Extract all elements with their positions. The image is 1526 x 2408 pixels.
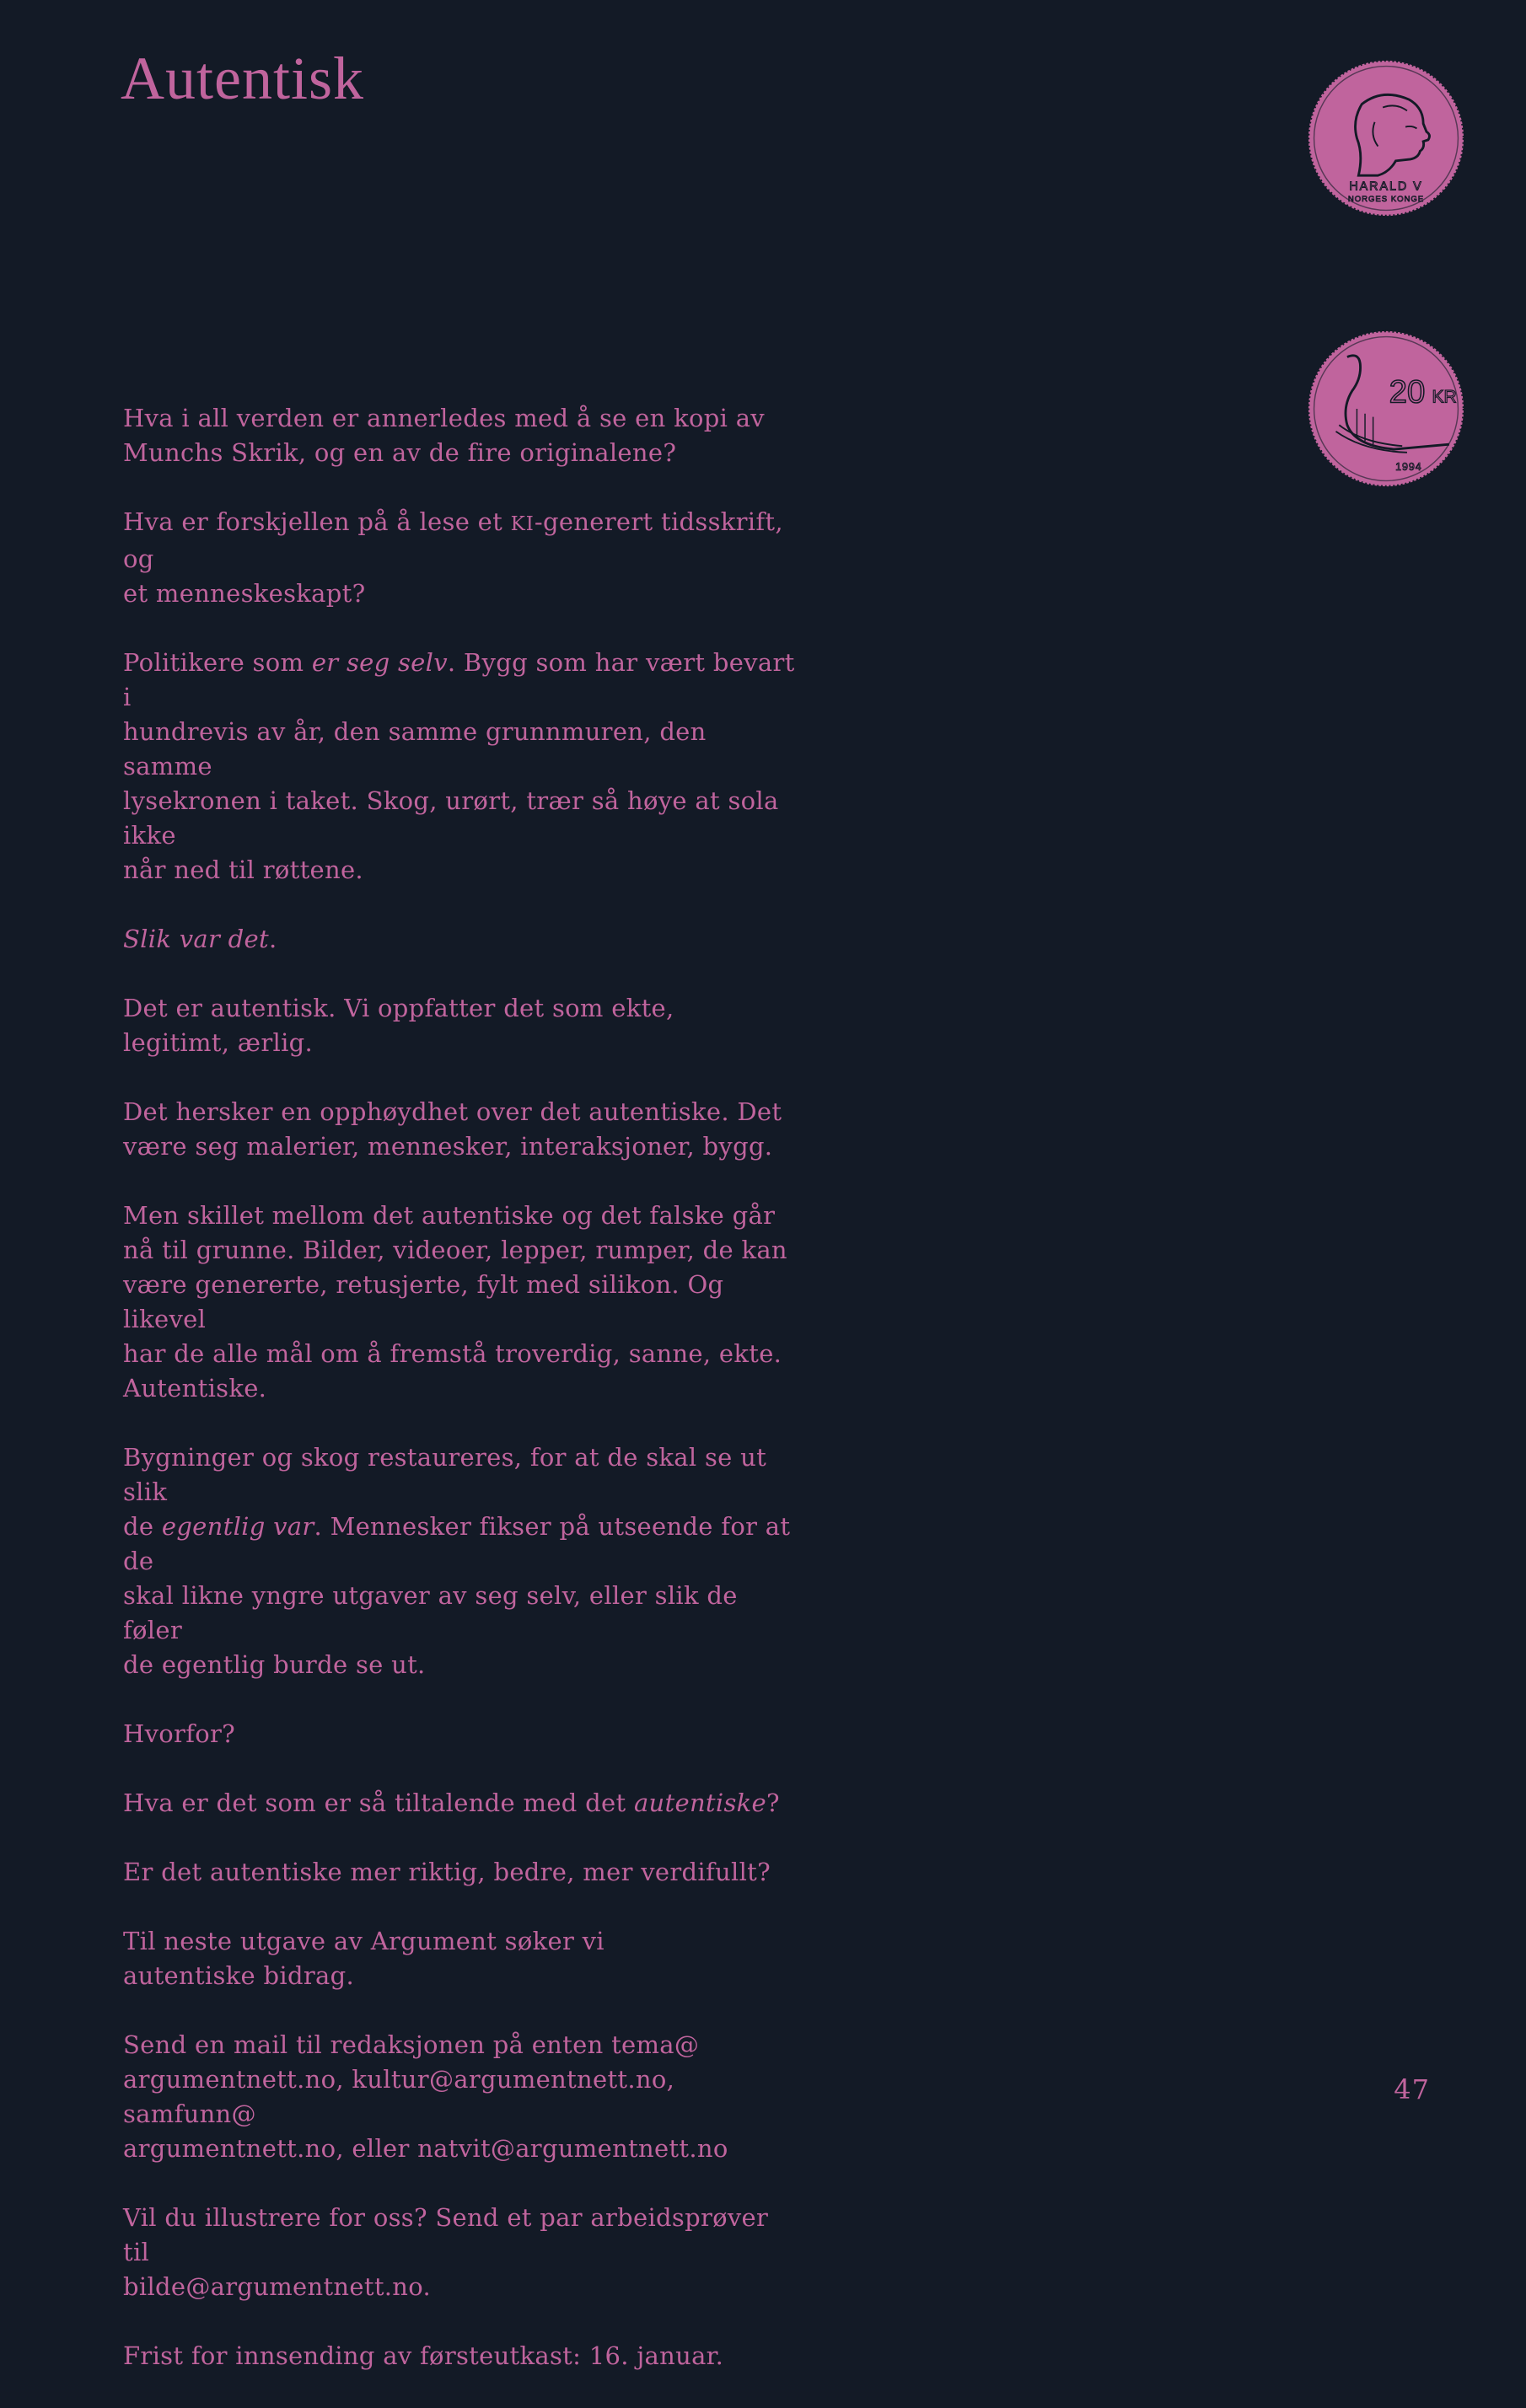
coin-year: 1994 [1395, 460, 1422, 473]
coin-value: 20 [1389, 373, 1426, 410]
paragraph-13: Send en mail til redaksjonen på enten tema@ argumentnett.no, kultur@argumentnett.no, samfunn@ argumentnett.no, eller natvit@argumentnett.no [123, 2030, 728, 2163]
coin-legend-1: HARALD V [1349, 180, 1423, 194]
paragraph-2: Hva er forskjellen på å lese et KI-generert tidsskrift, og et menneskeskapt? [123, 507, 783, 608]
paragraph-10: Hva er det som er så tiltalende med det autentiske? [123, 1789, 780, 1817]
coin-unit: KR [1432, 387, 1457, 407]
paragraph-11: Er det autentiske mer riktig, bedre, mer verdifullt? [123, 1858, 771, 1886]
paragraph-8: Bygninger og skog restaureres, for at de skal se ut slik de egentlig var. Mennesker fikser på utseende for at de skal likne yngre utgaver av seg selv, eller slik de føler de egentlig burde se ut. [123, 1443, 791, 1679]
page-number: 47 [1394, 2073, 1430, 2105]
paragraph-15: Frist for innsending av førsteutkast: 16. januar. [123, 2341, 724, 2370]
paragraph-1: Hva i all verden er annerledes med å se en kopi av Munchs Skrik, og en av de fire originalene? [123, 404, 765, 467]
paragraph-14: Vil du illustrere for oss? Send et par arbeidsprøver til bilde@argumentnett.no. [123, 2203, 769, 2301]
paragraph-3: Politikere som er seg selv. Bygg som har vært bevart i hundrevis av år, den samme grunnmuren, den samme lysekronen i taket. Skog, urørt, trær så høye at sola ikke når ned til røttene. [123, 648, 795, 884]
coin-legend-2: NORGES KONGE [1347, 194, 1425, 204]
twenty-kroner-coin-icon [1305, 328, 1467, 490]
ki-abbreviation: KI [510, 513, 535, 535]
paragraph-7: Men skillet mellom det autentiske og det falske går nå til grunne. Bilder, videoer, lepper, rumper, de kan være genererte, retusjerte, fylt med silikon. Og likevel har de alle mål om å fremstå troverdig, sanne, ekte. Autentiske. [123, 1201, 787, 1402]
emphasis-text: Slik var det [123, 925, 269, 953]
emphasis-text: er seg selv [311, 648, 448, 677]
paragraph-4: Slik var det. [123, 925, 277, 953]
paragraph-6: Det hersker en opphøydhet over det autentiske. Det være seg malerier, mennesker, interaksjoner, bygg. [123, 1097, 782, 1161]
emphasis-text: egentlig var [161, 1512, 314, 1541]
paragraph-5: Det er autentisk. Vi oppfatter det som ekte, legitimt, ærlig. [123, 994, 674, 1057]
page-title: Autentisk [121, 45, 364, 112]
emphasis-text: autentiske [633, 1789, 766, 1817]
paragraph-9: Hvorfor? [123, 1719, 235, 1748]
paragraph-12: Til neste utgave av Argument søker vi autentiske bidrag. [123, 1927, 604, 1990]
article-body [123, 401, 798, 2408]
harald-coin-icon [1305, 57, 1467, 219]
